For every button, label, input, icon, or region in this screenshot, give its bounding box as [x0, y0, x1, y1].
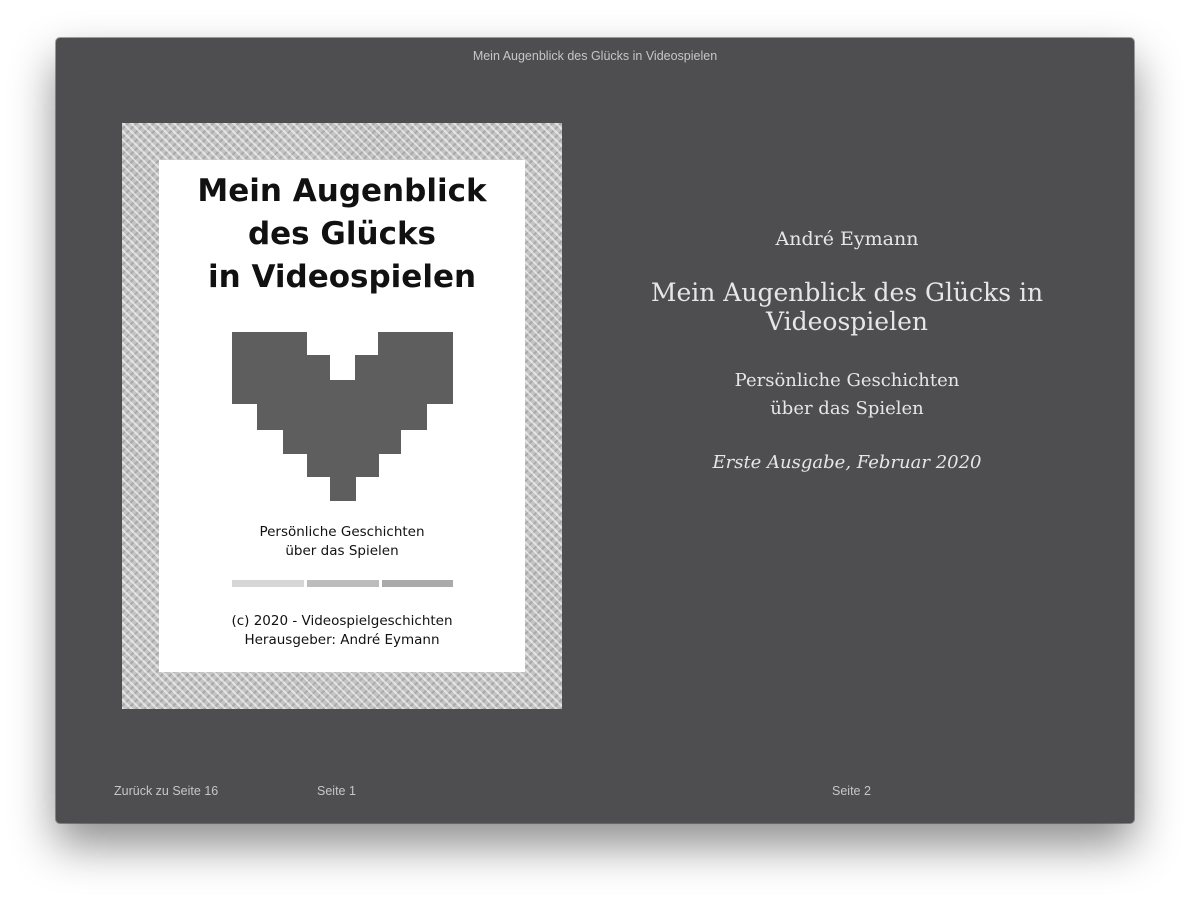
page-number-right: Seite 2 — [832, 784, 871, 798]
book-title: Mein Augenblick des Glücks in Videospielen — [650, 278, 1044, 336]
cover-page — [159, 160, 525, 672]
cover-divider-bar-2 — [307, 580, 379, 587]
book-subtitle: Persönliche Geschichten über das Spielen — [734, 370, 960, 419]
book-cover — [122, 123, 562, 709]
page-number-left: Seite 1 — [317, 784, 356, 798]
edition-info: Erste Ausgabe, Februar 2020 — [712, 452, 982, 473]
cover-divider-bar-1 — [232, 580, 304, 587]
pixel-heart-icon — [159, 160, 525, 672]
window-title: Mein Augenblick des Glücks in Videospielen — [472, 49, 718, 63]
cover-divider-bar-3 — [382, 580, 453, 587]
back-to-page-link[interactable]: Zurück zu Seite 16 — [114, 784, 219, 798]
cover-subtitle: Persönliche Geschichten über das Spielen — [259, 524, 425, 559]
author-name: André Eymann — [775, 228, 919, 250]
cover-title: Mein Augenblick des Glücks in Videospielen — [197, 173, 487, 295]
cover-footer: (c) 2020 - Videospielgeschichten Herausgeber: André Eymann — [231, 613, 453, 648]
reader-window — [56, 38, 1134, 823]
